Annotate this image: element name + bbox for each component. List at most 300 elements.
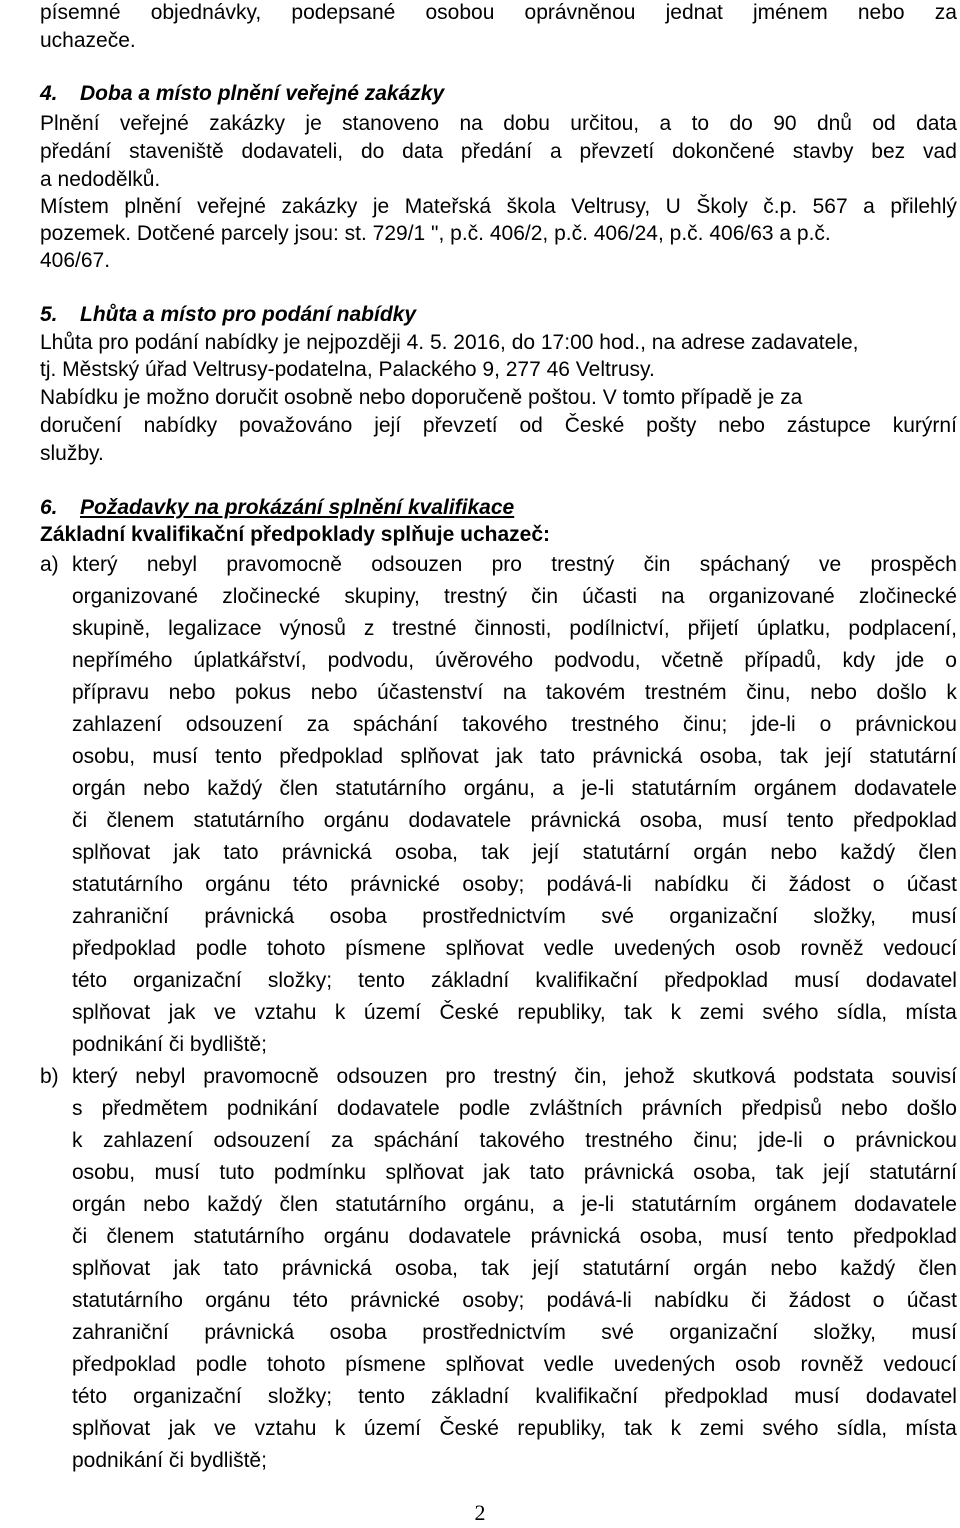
word: tento xyxy=(787,809,834,832)
word: jde xyxy=(896,649,925,672)
word: osoba, xyxy=(394,841,458,864)
word: právnická xyxy=(281,841,372,864)
word: organizované xyxy=(72,585,199,608)
item-b-line-12 xyxy=(72,1416,957,1442)
word: právnická xyxy=(530,809,621,832)
word: jak xyxy=(173,1257,201,1280)
word: skupiny, xyxy=(344,585,420,608)
word: její xyxy=(823,1161,850,1184)
word: místa xyxy=(905,1417,957,1440)
item-a-marker: a) xyxy=(40,553,59,576)
word: osobou xyxy=(425,1,495,24)
word: vztahu xyxy=(254,1001,317,1024)
word: předání xyxy=(40,140,112,163)
word: s xyxy=(72,1097,83,1120)
item-a-line-15 xyxy=(72,1000,957,1026)
word: předpoklad xyxy=(664,969,769,992)
word: Školy xyxy=(696,195,748,218)
word: tento xyxy=(215,745,262,768)
word: rovněž xyxy=(800,937,864,960)
word: tato xyxy=(223,1257,259,1280)
word: je xyxy=(305,112,322,135)
section-5-line-1: Lhůta pro podání nabídky je nejpozději 4. 5. 2016, do 17:00 hod., na adrese zadavatele, xyxy=(40,331,859,354)
item-a-line-4 xyxy=(72,648,957,674)
word: právnická xyxy=(592,745,683,768)
word: právnická xyxy=(583,1161,674,1184)
word: a xyxy=(863,195,875,218)
word: nebo xyxy=(857,1,905,24)
word: čin, xyxy=(574,1065,607,1088)
section-4-line-4 xyxy=(40,194,957,220)
section-4-line-5: pozemek. Dotčené parcely jsou: st. 729/1 ", p.č. 406/2, p.č. 406/24, p.č. 406/63 a p.č. xyxy=(40,222,831,245)
word: orgánem xyxy=(753,777,837,800)
item-b-line-8 xyxy=(72,1288,957,1314)
word: určitou, xyxy=(570,112,640,135)
section-4-number: 4. xyxy=(40,82,58,105)
word: podle xyxy=(195,1353,248,1376)
word: podepsané xyxy=(291,1,396,24)
word: o xyxy=(945,649,957,672)
word: odsouzení xyxy=(213,1129,311,1152)
word: pravomocně xyxy=(203,1065,319,1088)
item-a-line-9 xyxy=(72,808,957,834)
word: trestného xyxy=(585,1129,673,1152)
section-4-line-2 xyxy=(40,139,957,165)
word: ve xyxy=(819,553,842,576)
item-a-line-5 xyxy=(72,680,957,706)
word: jde-li xyxy=(758,1129,803,1152)
word: každý xyxy=(840,841,896,864)
word: této xyxy=(292,873,328,896)
word: orgánu, xyxy=(463,777,535,800)
section-5-line-4 xyxy=(40,413,957,439)
word: ve xyxy=(213,1417,237,1440)
word: dodavatele xyxy=(408,809,512,832)
word: veřejné xyxy=(197,195,266,218)
word: dokončené xyxy=(672,140,775,163)
word: trestného xyxy=(571,713,659,736)
word: musí xyxy=(722,809,768,832)
word: žádost xyxy=(788,873,851,896)
word: splňovat xyxy=(72,841,151,864)
word: právnická xyxy=(204,1321,295,1344)
word: podává-li xyxy=(546,1289,632,1312)
word: území xyxy=(363,1001,422,1024)
word: nebo xyxy=(143,777,190,800)
word: její xyxy=(374,414,402,437)
section-4-line-3: a nedodělků. xyxy=(40,168,161,191)
section-5-line-3: Nabídku je možno doručit osobně nebo doporučeně poštou. V tomto případě je za xyxy=(40,386,803,409)
word: republiky, xyxy=(517,1001,606,1024)
word: jde-li xyxy=(751,713,796,736)
word: osoba xyxy=(329,1321,387,1344)
word: jednat xyxy=(665,1,723,24)
word: jak xyxy=(168,1417,196,1440)
word: prostřednictvím xyxy=(422,1321,566,1344)
word: úplatkářství, xyxy=(193,649,307,672)
word: skupině, xyxy=(72,617,151,640)
word: nebo xyxy=(168,681,216,704)
word: Mateřská xyxy=(404,195,492,218)
word: právnickou xyxy=(855,1129,957,1152)
word: podílnictví, xyxy=(569,617,670,640)
word: stanoveno xyxy=(342,112,440,135)
word: veřejné xyxy=(119,112,189,135)
item-a-line-11 xyxy=(72,872,957,898)
word: orgánu xyxy=(205,873,271,896)
word: osob xyxy=(735,937,781,960)
word: nebo xyxy=(770,841,818,864)
item-a-line-16: podnikání či bydliště; xyxy=(72,1033,267,1056)
word: jak xyxy=(483,1161,511,1184)
word: jak xyxy=(168,1001,196,1024)
word: statutární xyxy=(869,1161,957,1184)
word: splňovat xyxy=(445,937,524,960)
word: zakázky xyxy=(209,112,286,135)
word: o xyxy=(823,1129,835,1152)
word: trestném xyxy=(644,681,727,704)
word: trestný xyxy=(444,585,508,608)
word: odsouzení xyxy=(185,713,283,736)
item-b-line-5 xyxy=(72,1192,957,1218)
word: osoba, xyxy=(394,1257,458,1280)
word: statutárního xyxy=(72,873,183,896)
section-6-subtitle: Základní kvalifikační předpoklady splňuje uchazeč: xyxy=(40,523,550,546)
word: místa xyxy=(905,1001,957,1024)
word: č.p. xyxy=(763,195,798,218)
word: čin xyxy=(531,585,559,608)
word: České xyxy=(439,1417,499,1440)
word: U xyxy=(665,195,681,218)
word: nepřímého xyxy=(72,649,173,672)
item-b-line-2 xyxy=(72,1096,957,1122)
word: této xyxy=(72,969,108,992)
word: svého xyxy=(762,1417,819,1440)
word: nebo xyxy=(840,1097,888,1120)
word: zástupce xyxy=(786,414,871,437)
word: orgánu xyxy=(323,1225,390,1248)
word: splňovat xyxy=(72,1001,151,1024)
word: o xyxy=(819,713,832,736)
word: její xyxy=(825,745,853,768)
word: takového xyxy=(479,1129,565,1152)
word: musí xyxy=(154,1161,200,1184)
word: tak xyxy=(624,1001,653,1024)
section-5-line-5: služby. xyxy=(40,442,104,465)
word: osoba, xyxy=(639,1225,703,1248)
word: zemi xyxy=(699,1417,744,1440)
word: tohoto xyxy=(267,1353,326,1376)
word: který xyxy=(72,553,118,576)
word: žádost xyxy=(788,1289,851,1312)
word: sídla, xyxy=(836,1417,888,1440)
word: právnická xyxy=(204,905,295,928)
word: účast xyxy=(906,873,957,896)
word: za xyxy=(330,1129,354,1152)
word: k xyxy=(670,1417,682,1440)
word: zahlazení xyxy=(72,713,162,736)
word: Místem xyxy=(40,195,109,218)
word: považováno xyxy=(239,414,353,437)
item-b-line-7 xyxy=(72,1256,957,1282)
word: splňovat xyxy=(72,1417,151,1440)
word: tato xyxy=(529,1161,565,1184)
word: rovněž xyxy=(800,1353,864,1376)
word: nabídku xyxy=(654,873,729,896)
word: k xyxy=(670,1001,682,1024)
word: dodavatele xyxy=(854,1193,957,1216)
word: přijetí xyxy=(687,617,740,640)
word: tato xyxy=(223,841,259,864)
word: předmětem xyxy=(101,1097,208,1120)
word: jehož xyxy=(624,1065,675,1088)
word: prospěch xyxy=(870,553,957,576)
word: stavby xyxy=(792,140,854,163)
word: členem xyxy=(106,809,175,832)
word: uvedených xyxy=(613,937,716,960)
word: základní xyxy=(431,969,510,992)
word: každý xyxy=(840,1257,896,1280)
word: nebo xyxy=(810,681,857,704)
word: trestné xyxy=(392,617,457,640)
word: kurýrní xyxy=(892,414,957,437)
item-a-line-6 xyxy=(72,712,957,738)
word: účastenství xyxy=(377,681,484,704)
item-a-line-8 xyxy=(72,776,957,802)
word: předpoklad xyxy=(279,745,384,768)
word: to xyxy=(691,112,710,135)
word: statutárního xyxy=(193,809,305,832)
word: staveniště xyxy=(129,140,224,163)
word: složky, xyxy=(813,1321,876,1344)
word: vztahu xyxy=(254,1417,317,1440)
word: podává-li xyxy=(546,873,632,896)
word: statutárním xyxy=(631,1193,737,1216)
word: nebo xyxy=(310,681,358,704)
word: úvěrového xyxy=(435,649,534,672)
word: kdy xyxy=(842,649,876,672)
word: písmene xyxy=(345,937,426,960)
word: jak xyxy=(173,841,201,864)
word: dodavatele xyxy=(854,777,957,800)
word: o xyxy=(872,1289,885,1312)
word: osobu, xyxy=(72,745,136,768)
word: podplacení, xyxy=(848,617,957,640)
word: spáchaný xyxy=(699,553,790,576)
word: či xyxy=(751,873,767,896)
item-b-line-4 xyxy=(72,1160,957,1186)
word: orgánu xyxy=(205,1289,271,1312)
word: tak xyxy=(775,1161,804,1184)
word: či xyxy=(72,809,88,832)
item-a-line-7 xyxy=(72,744,957,770)
word: od xyxy=(872,112,896,135)
word: výnosů xyxy=(279,617,346,640)
word: sídla, xyxy=(836,1001,888,1024)
word: o xyxy=(872,873,885,896)
word: právnická xyxy=(281,1257,372,1280)
word: pro xyxy=(491,553,522,576)
word: přípravu xyxy=(72,681,150,704)
word: do xyxy=(729,112,753,135)
word: orgán xyxy=(693,1257,748,1280)
word: každý xyxy=(207,777,263,800)
word: organizované xyxy=(708,585,835,608)
intro-line-1 xyxy=(40,0,957,26)
word: za xyxy=(934,1,957,24)
word: dodavatel xyxy=(865,969,957,992)
word: základní xyxy=(431,1385,510,1408)
word: a xyxy=(550,140,562,163)
word: kvalifikační xyxy=(535,1385,639,1408)
word: k xyxy=(334,1001,346,1024)
item-a-line-13 xyxy=(72,936,957,962)
word: tato xyxy=(540,745,576,768)
word: k xyxy=(72,1129,83,1152)
item-b-marker: b) xyxy=(40,1065,59,1088)
word: své xyxy=(601,905,634,928)
word: legalizace xyxy=(168,617,262,640)
word: zločinecké xyxy=(222,585,321,608)
word: skutková xyxy=(692,1065,776,1088)
word: a xyxy=(552,1193,564,1216)
word: tuto xyxy=(219,1161,255,1184)
word: uvedených xyxy=(613,1353,716,1376)
word: dodavateli, xyxy=(241,140,344,163)
word: statutární xyxy=(582,1257,671,1280)
section-6-heading xyxy=(40,495,514,521)
word: pro xyxy=(445,1065,476,1088)
item-a-line-12 xyxy=(72,904,957,930)
word: či xyxy=(751,1289,767,1312)
item-b-line-9 xyxy=(72,1320,957,1346)
word: pokus xyxy=(235,681,292,704)
word: data xyxy=(402,140,444,163)
word: její xyxy=(532,1257,560,1280)
word: statutárního xyxy=(335,777,447,800)
intro-line-2: uchazeče. xyxy=(40,29,136,52)
item-a-line-1 xyxy=(72,552,957,578)
word: orgán xyxy=(72,1193,126,1216)
word: bez xyxy=(871,140,906,163)
word: splňovat xyxy=(72,1257,151,1280)
word: předpoklad xyxy=(853,809,957,832)
word: musí xyxy=(911,905,957,928)
word: oprávněnou xyxy=(524,1,636,24)
word: ve xyxy=(213,1001,237,1024)
word: její xyxy=(532,841,560,864)
word: dodavatele xyxy=(336,1097,440,1120)
word: splňovat xyxy=(385,1161,464,1184)
word: jménem xyxy=(753,1,828,24)
word: vedle xyxy=(543,1353,594,1376)
word: data xyxy=(916,112,957,135)
word: písemné xyxy=(40,1,121,24)
word: trestný xyxy=(493,1065,557,1088)
word: včetně xyxy=(661,649,724,672)
word: podmínku xyxy=(273,1161,367,1184)
word: který xyxy=(72,1065,118,1088)
word: předpisů xyxy=(741,1097,822,1120)
word: musí xyxy=(794,969,840,992)
word: předpoklad xyxy=(72,1353,176,1376)
item-a-line-14 xyxy=(72,968,957,994)
word: organizační xyxy=(133,969,242,992)
word: nabídky xyxy=(143,414,218,437)
word: orgánem xyxy=(753,1193,837,1216)
word: republiky, xyxy=(517,1417,606,1440)
word: od xyxy=(519,414,543,437)
word: převzetí xyxy=(422,414,498,437)
word: a xyxy=(552,777,564,800)
word: osoby; xyxy=(462,1289,525,1312)
word: každý xyxy=(207,1193,263,1216)
section-4-line-6: 406/67. xyxy=(40,249,111,272)
word: České xyxy=(564,414,625,437)
word: dnů xyxy=(816,112,852,135)
word: svého xyxy=(762,1001,819,1024)
word: zvláštních xyxy=(529,1097,623,1120)
word: osoby; xyxy=(462,873,525,896)
section-5-heading xyxy=(40,302,416,328)
word: tak xyxy=(481,841,510,864)
word: dodavatele xyxy=(408,1225,512,1248)
word: České xyxy=(439,1001,499,1024)
item-b-line-13: podnikání či bydliště; xyxy=(72,1449,267,1472)
word: odsouzen xyxy=(336,1065,428,1088)
word: spáchání xyxy=(373,1129,459,1152)
word: činu; xyxy=(693,1129,738,1152)
word: za xyxy=(306,713,329,736)
section-5-line-2: tj. Městský úřad Veltrusy-podatelna, Palackého 9, 277 46 Veltrusy. xyxy=(40,358,655,381)
word: účasti xyxy=(582,585,638,608)
word: nebyl xyxy=(135,1065,186,1088)
word: právních xyxy=(641,1097,723,1120)
word: nebyl xyxy=(146,553,198,576)
word: 90 xyxy=(773,112,797,135)
word: doručení xyxy=(40,414,122,437)
item-a-line-10 xyxy=(72,840,957,866)
word: či xyxy=(72,1225,88,1248)
word: složky; xyxy=(267,1385,333,1408)
word: musí xyxy=(794,1385,840,1408)
word: prostřednictvím xyxy=(422,905,566,928)
item-b-line-1 xyxy=(72,1064,957,1090)
word: souvisí xyxy=(891,1065,957,1088)
word: musí xyxy=(722,1225,768,1248)
word: právnické xyxy=(350,873,441,896)
word: nebo xyxy=(143,1193,190,1216)
word: činu; xyxy=(682,713,728,736)
word: trestný xyxy=(551,553,615,576)
item-b-line-3 xyxy=(72,1128,957,1154)
word: případů, xyxy=(744,649,822,672)
word: musí xyxy=(911,1321,957,1344)
word: předpoklad xyxy=(72,937,176,960)
word: 567 xyxy=(812,195,848,218)
word: dodavatel xyxy=(865,1385,957,1408)
word: Veltrusy, xyxy=(571,195,651,218)
word: převzetí xyxy=(579,140,655,163)
word: právnickou xyxy=(855,713,957,736)
word: osoba, xyxy=(639,809,703,832)
word: k xyxy=(334,1417,346,1440)
word: orgán xyxy=(72,777,126,800)
section-6-number: 6. xyxy=(40,496,58,519)
word: Plnění xyxy=(40,112,100,135)
word: právnické xyxy=(350,1289,441,1312)
word: je-li xyxy=(581,1193,615,1216)
